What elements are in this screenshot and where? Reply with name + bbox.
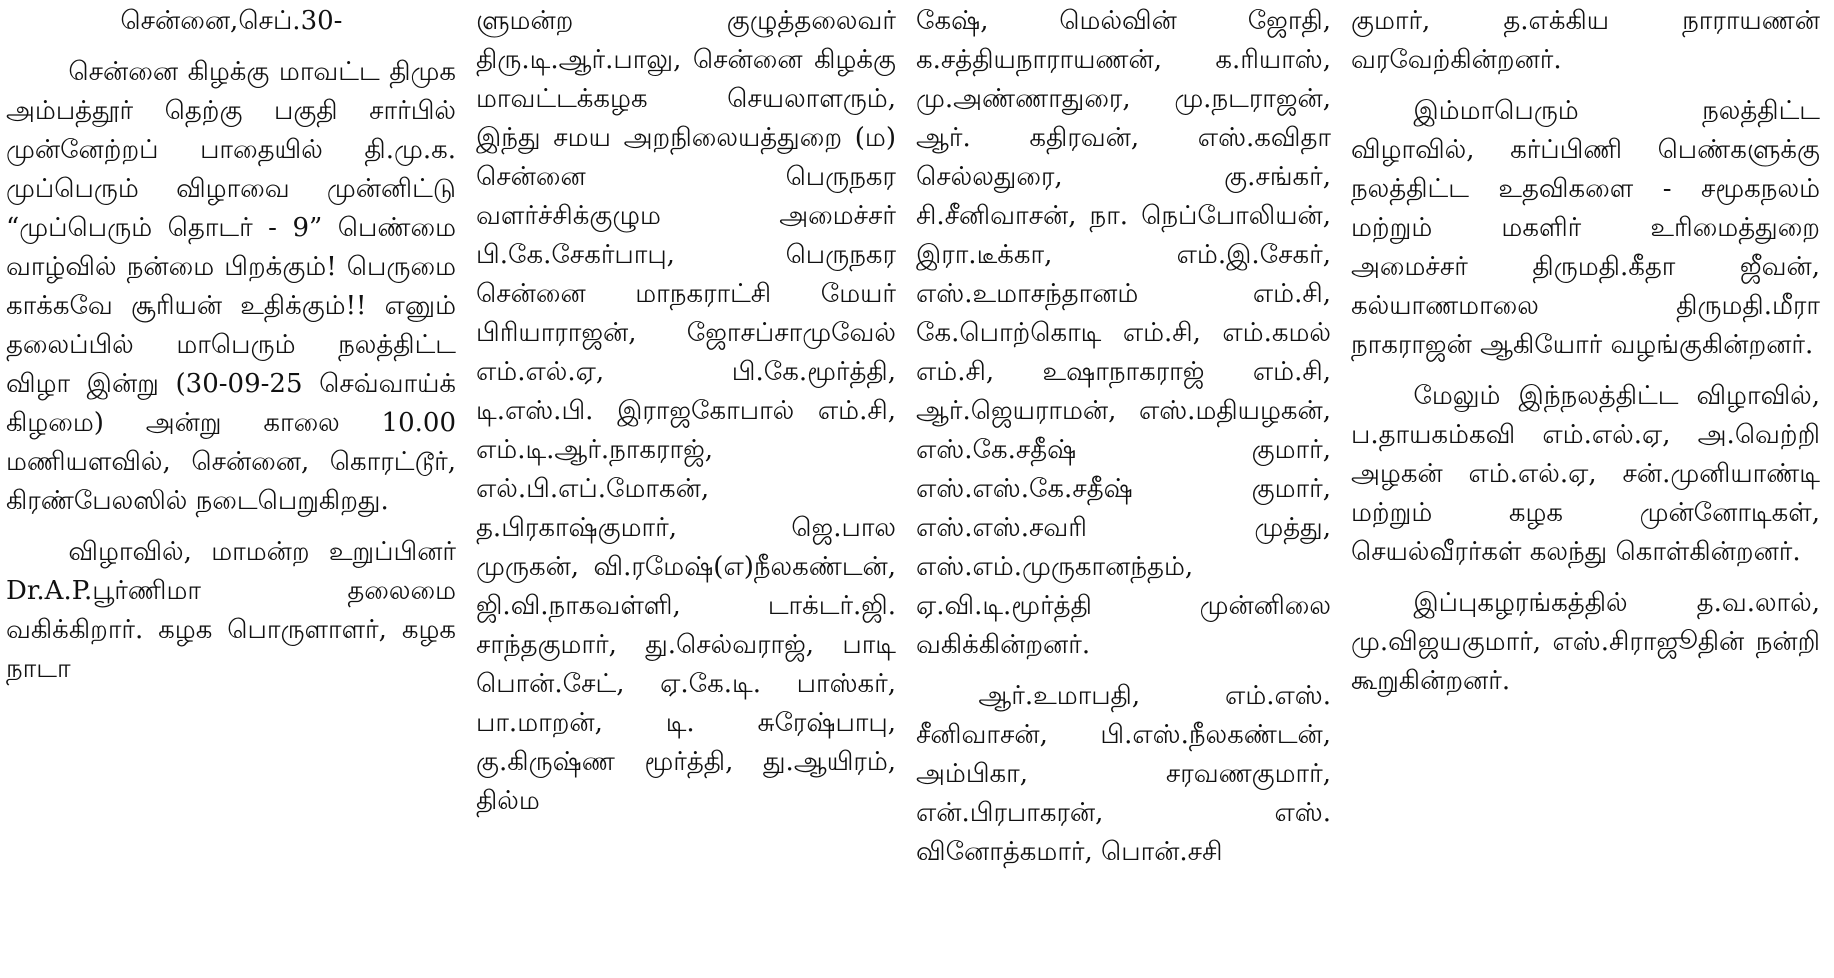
dateline: சென்னை,செப்.30- — [120, 6, 343, 36]
article-paragraph: கேஷ், மெல்வின் ஜோதி, க.சத்தியநாராயணன், க.ரியாஸ், மு.அண்ணாதுரை, மு.நடராஜன், ஆர். கதிரவன், எஸ்.கவிதா செல்லதுரை, கு.சங்கர், சி.சீனிவாசன், நா. நெப்போலியன், இரா.டீக்கா, எம்.இ.சேகர், எஸ்.உமாசந்தானம் எம்.சி, கே.பொற்கொடி எம்.சி, எம்.கமல் எம்.சி, உஷாநாகராஜ் எம்.சி, ஆர்.ஜெயராமன், எஸ்.மதியழகன், எஸ்.கே.சதீஷ் குமார், எஸ்.எஸ்.கே.சதீஷ் குமார், எஸ்.எஸ்.சவரி முத்து, எஸ்.எம்.முருகானந்தம், ஏ.வி.டி.மூர்த்தி முன்னிலை வகிக்கின்றனர். — [916, 6, 1331, 660]
article-column-3 — [910, 2, 1345, 978]
article-paragraph: குமார், த.எக்கிய நாராயணன் வரவேற்கின்றனர். — [1351, 6, 1820, 75]
article-column-2 — [470, 2, 910, 978]
article-paragraph: இப்புகழரங்கத்தில் த.வ.லால், மு.விஜயகுமார், எஸ்.சிராஜூதின் நன்றி கூறுகின்றனர். — [1351, 588, 1820, 696]
article-paragraph: விழாவில், மாமன்ற உறுப்பினர் Dr.A.P.பூர்ணிமா தலைமை வகிக்கிறார். கழக பொருளாளர், கழக நாடா — [6, 537, 456, 684]
article-paragraph: ளுமன்ற குழுத்தலைவர் திரு.டி.ஆர்.பாலு, சென்னை கிழக்கு மாவட்டக்கழக செயலாளரும், இந்து சமய அறநிலையத்துறை (ம) சென்னை பெருநகர வளர்ச்சிக்குழும அமைச்சர் பி.கே.சேகர்பாபு, பெருநகர சென்னை மாநகராட்சி மேயர் பிரியாராஜன், ஜோசப்சாமுவேல் எம்.எல்.ஏ, பி.கே.மூர்த்தி, டி.எஸ்.பி. இராஜகோபால் எம்.சி, எம்.டி.ஆர்.நாகராஜ், எல்.பி.எப்.மோகன், த.பிரகாஷ்குமார், ஜெ.பால முருகன், வி.ரமேஷ்(எ)நீலகண்டன், ஜி.வி.நாகவள்ளி, டாக்டர்.ஜி. சாந்தகுமார், து.செல்வராஜ், பாடி பொன்.சேட், ஏ.கே.டி. பாஸ்கர், பா.மாறன், டி. சுரேஷ்பாபு, கு.கிருஷ்ண மூர்த்தி, து.ஆயிரம், தில்ம — [476, 6, 896, 816]
article-paragraph: இம்மாபெரும் நலத்திட்ட விழாவில், கர்ப்பிணி பெண்களுக்கு நலத்திட்ட உதவிகளை - சமூகநலம் மற்றும் மகளிர் உரிமைத்துறை அமைச்சர் திருமதி.கீதா ஜீவன், கல்யாணமாலை திருமதி.மீரா நாகராஜன் ஆகியோர் வழங்குகின்றனர். — [1351, 96, 1820, 360]
article-paragraph: மேலும் இந்நலத்திட்ட விழாவில், ப.தாயகம்கவி எம்.எல்.ஏ, அ.வெற்றி அழகன் எம்.எல்.ஏ, சன்.முனியாண்டி மற்றும் கழக முன்னோடிகள், செயல்வீரர்கள் கலந்து கொள்கின்றனர். — [1351, 381, 1820, 567]
article-paragraph: ஆர்.உமாபதி, எம்.எஸ். சீனிவாசன், பி.எஸ்.நீலகண்டன், அம்பிகா, சரவணகுமார், என்.பிரபாகரன், எஸ். வினோத்கமார், பொன்.சசி — [916, 681, 1331, 867]
article-column-1 — [0, 2, 470, 978]
article-column-4 — [1345, 2, 1834, 978]
article-paragraph: சென்னை கிழக்கு மாவட்ட திமுக அம்பத்தூர் தெற்கு பகுதி சார்பில் முன்னேற்றப் பாதையில் தி.மு.க. முப்பெரும் விழாவை முன்னிட்டு “முப்பெரும் தொடர் - 9” பெண்மை வாழ்வில் நன்மை பிறக்கும்! பெருமை காக்கவே சூரியன் உதிக்கும்!! எனும் தலைப்பில் மாபெரும் நலத்திட்ட விழா இன்று (30-09-25 செவ்வாய்க் கிழமை) அன்று காலை 10.00 மணியளவில், சென்னை, கொரட்டூர், கிரண்பேலஸில் நடைபெறுகிறது. — [6, 57, 456, 516]
